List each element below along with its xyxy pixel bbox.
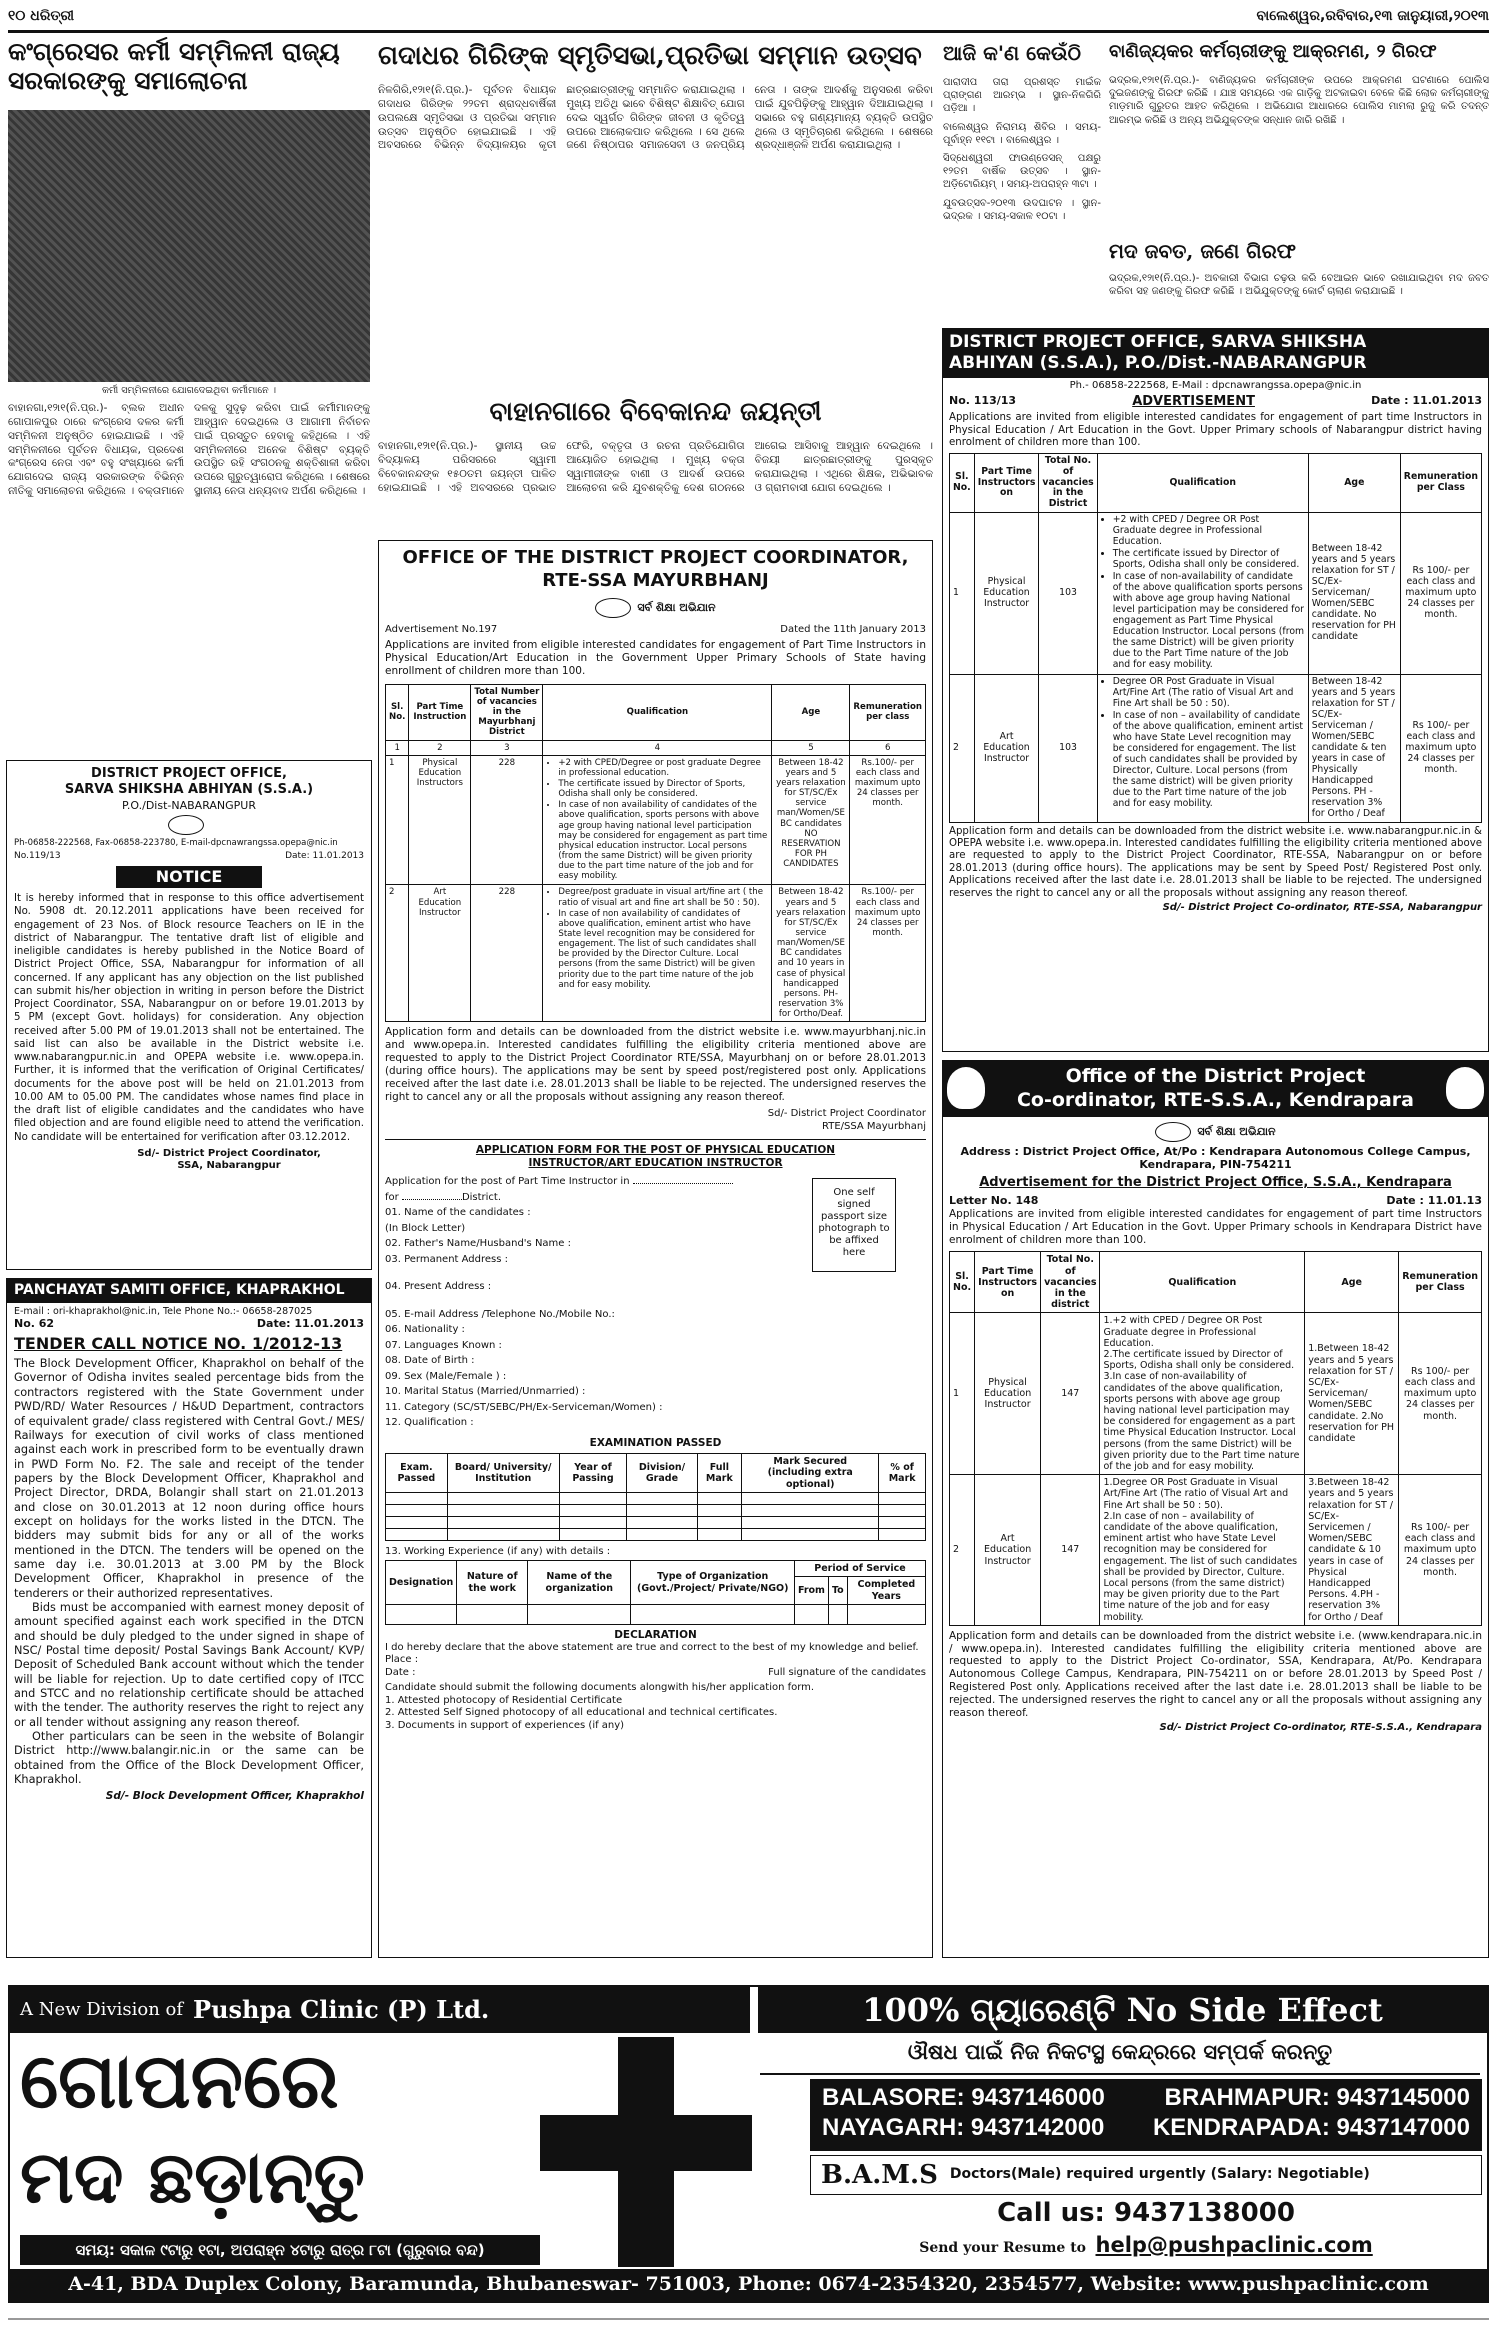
- work-th: To: [828, 1577, 847, 1604]
- form-field: [385, 1295, 926, 1307]
- cell-sl: 2: [950, 674, 975, 822]
- story1-caption: କର୍ମୀ ସମ୍ମିଳନୀରେ ଯୋଗଦେଇଥିବା କର୍ମୀମାନେ ।: [101, 385, 277, 396]
- cell-rem: Rs 100/- per each class and maximum upto 24 classes per month.: [1399, 1313, 1482, 1475]
- nab-adv-intro: Applications are invited from eligible interested candidates for engagement of part time Instructors in Physical Education / Art Education in the Govt. Upper Primary schools of Nabarangpur district having enrolment of children more than 100.: [949, 412, 1482, 449]
- form-field: 06. Nationality :: [385, 1324, 465, 1336]
- work-th: Completed Years: [847, 1577, 925, 1604]
- work-title: 13. Working Experience (if any) with details :: [385, 1545, 611, 1557]
- kend-adv-table: [949, 1251, 1482, 1626]
- kend-adv-address: Address : District Project Office, At/Po : Kendrapara Autonomous College Campus, Kendrapara, PIN-754211: [960, 1144, 1471, 1172]
- kend-adv-title2: Co-ordinator, RTE-S.S.A., Kendrapara: [1016, 1088, 1415, 1111]
- kend-adv-date: Date : 11.01.13: [1386, 1194, 1482, 1208]
- cell-vac: 103: [1039, 674, 1097, 822]
- story4-item: ଯୁବଉତ୍ସବ-୨୦୧୩ ଉଦଘାଟନ । ସ୍ଥାନ-ଭଦ୍ରକ । ସମୟ-ସକାଳ ୧୦ଟା ।: [943, 197, 1101, 222]
- resume-email[interactable]: help@pushpaclinic.com: [1095, 2233, 1373, 2257]
- decl-title: DECLARATION: [614, 1628, 697, 1641]
- exam-th: % of Mark: [879, 1454, 926, 1493]
- cell-post: Physical Education Instructors: [409, 755, 471, 885]
- table-row: [950, 1313, 1482, 1475]
- cell-vac: 147: [1041, 1313, 1100, 1475]
- form-line2-text: for: [385, 1191, 399, 1203]
- th-age: Age: [772, 684, 850, 740]
- notice-date: Date: 11.01.2013: [285, 850, 364, 861]
- th-sl: Sl. No.: [386, 684, 409, 740]
- qual-item: 2.In case of non – availability of candidate of the above qualification, eminent artist who have State Level recognition may be considered for engagement. The list of such candidates shall be provided by Director, Culture. Local persons (from the same district) may be given priority due to the Part time nature of the job and for easy mobility.: [1103, 1510, 1298, 1623]
- mayurbhanj-sign2: RTE/SSA Mayurbhanj: [822, 1120, 926, 1132]
- bams-label: B.A.M.S: [821, 2159, 938, 2190]
- mayurbhanj-adv-date: Dated the 11th January 2013: [780, 624, 926, 635]
- kend-adv-letter: Letter No. 148: [949, 1194, 1039, 1208]
- qual-item: • Degree OR Post Graduate in Visual Art/Fine Art (The ratio of Visual Art and Fine Art shall be 50 : 50).: [1113, 677, 1305, 710]
- qual-item: • The certificate issued by Director of Sports, Odisha shall only be considered.: [1113, 549, 1305, 571]
- cell-sl: 2: [386, 885, 409, 1022]
- story4-item: ପାରାଦୀପ ତାରା ପ୍ରଶସ୍ତ ମାଇଁକ ପ୍ରାଙ୍ଗଣ ଆରମ୍ଭ । ସ୍ଥାନ-ନିଳଗିରି ପଡ଼ିଆ ।: [943, 77, 1101, 115]
- clinic-division: A New Division of: [20, 1998, 184, 2020]
- dateline: ବାଲେଶ୍ୱର,ରବିବାର,୧୩ ଜାନୁୟାରୀ,୨୦୧୩: [1256, 8, 1489, 25]
- clinic-timing: ସମୟ: ସକାଳ ୯ଟାରୁ ୧ଟା, ଅପରାହ୍ନ ୪ଟାରୁ ରାତ୍ର ୮ଟା (ଗୁରୁବାର ବନ୍ଦ): [20, 2235, 540, 2265]
- page-bottom-rule: [8, 2318, 1489, 2320]
- mayurbhanj-intro: Applications are invited from eligible interested candidates for engagement of Part Time Instructors in Physical Education/Art Education in the Government Upper Primary Schools of State having enrollment of children more than 100.: [385, 638, 926, 677]
- story1-body: ବାହାନଗା,୧୨ା୧(ନି.ପ୍ର.)- ବ୍ଲକ ଅଧୀନ ଗୋପାଳପୁର ଠାରେ କଂଗ୍ରେସ ଦଳର କର୍ମୀ ସମ୍ମିଳନୀ ଅନୁଷ୍ଠିତ ହୋଇଯାଇଛି । ଏହି ସମ୍ମିଳନୀରେ ପୂର୍ବତନ ବିଧାୟକ, ପ୍ରଦେଶ କଂଗ୍ରେସ ନେତା ଏବଂ ବହୁ ସଂଖ୍ୟାରେ କର୍ମୀ ଯୋଗଦେଇ ରାଜ୍ୟ ସରକାରଙ୍କ ବିଭିନ୍ନ ନୀତିକୁ ସମାଲୋଚନା କରିଥିଲେ । ବକ୍ତାମାନେ ଦଳକୁ ସୁଦୃଢ଼ କରିବା ପାଇଁ କର୍ମୀମାନଙ୍କୁ ଆହ୍ୱାନ ଦେଇଥିଲେ ଓ ଆଗାମୀ ନିର୍ବାଚନ ପାଇଁ ପ୍ରସ୍ତୁତ ହେବାକୁ କହିଥିଲେ । ଏହି ସମ୍ମିଳନୀରେ ଅନେକ ବିଶିଷ୍ଟ ବ୍ୟକ୍ତି ଉପସ୍ଥିତ ରହି ସଂଗଠନକୁ ଶକ୍ତିଶାଳୀ କରିବା ଉପରେ ଗୁରୁତ୍ୱାରୋପ କରିଥିଲେ । ଶେଷରେ ସ୍ଥାନୀୟ ନେତା ଧନ୍ୟବାଦ ଅର୍ପଣ କରିଥିଲେ ।: [8, 402, 370, 498]
- form-field: 11. Category (SC/ST/SEBC/PH/Ex-Serviceman/Women) :: [385, 1401, 663, 1413]
- notice-office2: SARVA SHIKSHA ABHIYAN (S.S.A.): [64, 782, 314, 798]
- th-post: Part Time Instruction: [409, 684, 471, 740]
- phone-nayagarh: NAYAGARH: 9437142000: [822, 2114, 1105, 2141]
- form-field: 02. Father's Name/Husband's Name :: [385, 1238, 571, 1250]
- exam-th: Exam. Passed: [386, 1454, 448, 1493]
- qual-item: • In case of non availability of candidates of the above qualification, sports persons with above age group having national level participation may be considered for engagement as part time physical education instructor. Local persons (from the same District) will be given priority due to the part time nature of the job and for easy mobility.: [558, 800, 768, 881]
- exam-th: Board/ University/ Institution: [447, 1454, 559, 1493]
- nab-adv-no: No. 113/13: [949, 394, 1017, 407]
- notice-no: No.119/13: [14, 850, 61, 861]
- tender-p1: The Block Development Officer, Khaprakhol on behalf of the Governor of Odisha invites sealed percentage bids from the contractors registered with the State Government under PWD/RD/ Water Resources / H&UD Department, contractors of equivalent grade/ class registered with Central Govt./ MES/ Railways for execution of civil works of class mentioned against each work in prescribed form to be eventually drawn in PWD Form No. F2. The sale and receipt of the tender papers by the Block Development Officer, Khaprakhol and Project Director, DRDA, Bolangir shall start on 21.01.2013 and close on 30.01.2013 at 12 noon during office hours except on holidays for the works listed in the DTCN. The bidders may submit bids for any or all of the works mentioned in the DTCN. The tenders will be opened on the same day i.e. 30.01.2013 at 3.00 PM by the Block Development Officer, Khaprakhol in presence of the tenderers or their authorized representatives.: [14, 1357, 364, 1600]
- col-num: 4: [543, 740, 772, 755]
- cell-rem: Rs 100/- per each class and maximum upto 24 classes per month.: [1399, 1475, 1482, 1626]
- form-field: 05. E-mail Address /Telephone No./Mobile No.:: [385, 1308, 615, 1320]
- table-row: [950, 513, 1482, 675]
- table-row: [386, 885, 926, 1022]
- page-header: [8, 4, 1489, 30]
- qual-item: • Degree/post graduate in visual art/fine art ( the ratio of visual art and fine art shall be 50 : 50).: [558, 887, 768, 907]
- cell-qual: [543, 885, 772, 1022]
- notice-contact: Ph-06858-222568, Fax-06858-223780, E-mail-dpcnawrangssa.opepa@nic.in: [14, 838, 338, 849]
- cell-vac: 147: [1041, 1475, 1100, 1626]
- th-vac: Total Number of vacancies in the Mayurbhanj District: [471, 684, 543, 740]
- cell-post: Art Education Instructor: [409, 885, 471, 1022]
- exam-th: Year of Passing: [559, 1454, 627, 1493]
- clinic-company: Pushpa Clinic (P) Ltd.: [193, 1995, 490, 2024]
- form-title: APPLICATION FORM FOR THE POST OF PHYSICAL EDUCATION INSTRUCTOR/ART EDUCATION INSTRUCTOR: [475, 1144, 836, 1170]
- phone-balasore: BALASORE: 9437146000: [822, 2084, 1105, 2111]
- cross-icon-bar: [540, 2115, 752, 2171]
- th-sl: Sl. No.: [950, 1252, 975, 1313]
- th-post: Part Time Instructors on: [975, 1252, 1041, 1313]
- exam-th: Full Mark: [697, 1454, 742, 1493]
- table-row: [950, 674, 1482, 822]
- cell-vac: 103: [1039, 513, 1097, 675]
- header-rule: [8, 30, 1489, 33]
- ssa-logo-icon: [595, 598, 631, 618]
- cell-rem: Rs 100/- per each class and maximum upto 24 classes per month.: [1400, 513, 1481, 675]
- cell-age: Between 18-42 years and 5 years relaxation for ST / SC/Ex-Serviceman/ Women/SEBC candidate. No reservation for PH candidate: [1308, 513, 1400, 675]
- th-rem: Remuneration per Class: [1399, 1252, 1482, 1313]
- tender-p2: Bids must be accompanied with earnest money deposit of amount specified against each work specified in the DTCN and should be duly pledged to the under signed in shape of NSC/ Postal time deposit/ Postal Savings Bank Account/ KVP/ Deposit of Scheduled Bank account without which the tender will be liable for rejection. Up to date certified copy of ITCC and STCC and no relationship certificate should be attached with the tender. The authority reserves the right to reject any or all tender without assigning any reason thereof.: [14, 1600, 364, 1729]
- clinic-resume: [810, 2232, 1482, 2262]
- photo-box: One self signed passport size photograph to be affixed here: [812, 1178, 896, 1272]
- story1-photo: [8, 110, 370, 382]
- tender-sign: Sd/- Block Development Officer, Khaprakhol: [105, 1790, 364, 1803]
- form-field: 01. Name of the candidates :: [385, 1207, 531, 1219]
- clinic-big2: ମଦ ଛଡ଼ାନ୍ତୁ: [20, 2134, 365, 2219]
- form-field: 10. Marital Status (Married/Unmarried) :: [385, 1386, 586, 1398]
- story5-headline: ବାଣିଜ୍ୟକର କର୍ମଚାରୀଙ୍କୁ ଆକ୍ରମଣ, ୨ ଗିରଫ: [1109, 41, 1437, 62]
- notice-office: DISTRICT PROJECT OFFICE,: [91, 766, 287, 781]
- clinic-footer: A-41, BDA Duplex Colony, Baramunda, Bhubaneswar- 751003, Phone: 0674-2354320, 2354577, Website: www.pushpaclinic.com: [10, 2269, 1487, 2301]
- story5-body: ଭଦ୍ରକ,୧୨ା୧(ନି.ପ୍ର.)- ବାଣିଜ୍ୟକର କର୍ମଚାରୀଙ୍କ ଉପରେ ଆକ୍ରମଣ ଘଟଣାରେ ପୋଲିସ ଦୁଇଜଣଙ୍କୁ ଗିରଫ କରିଛି । ଯାଞ୍ଚ ସମୟରେ ଏକ ଗାଡ଼ିକୁ ଅଟକାଇବା ବେଳେ କିଛି ଲୋକ କର୍ମଚାରୀଙ୍କୁ ମାଡ଼ମାରି ଗୁରୁତର ଆହତ କରିଥିଲେ । ଅଭିଯୋଗ ଆଧାରରେ ପୋଲିସ ମାମଲା ରୁଜୁ କରି ତଦନ୍ତ ଆରମ୍ଭ କରିଛି ଓ ଅନ୍ୟ ଅଭିଯୁକ୍ତଙ୍କ ସନ୍ଧାନ ଜାରି ରଖିଛି ।: [1109, 75, 1489, 126]
- story4-item: ବାଲେଶ୍ୱର ନିରାମୟ ଶିବିର । ସମୟ-ପୂର୍ବାହ୍ନ ୧୧ଟା । ବାଲେଶ୍ୱର ।: [943, 121, 1101, 146]
- form-field: 07. Languages Known :: [385, 1339, 502, 1351]
- col-num: 2: [409, 740, 471, 755]
- cell-rem: Rs.100/- per each class and maximum upto 24 classes per month.: [850, 885, 926, 1022]
- story2-body: ନିଳଗିରି,୧୨ା୧(ନି.ପ୍ର.)- ପୂର୍ବତନ ବିଧାୟକ ଗଦାଧର ଗିରିଙ୍କ ୨୨ତମ ଶ୍ରାଦ୍ଧବାର୍ଷିକୀ ଉପଲକ୍ଷେ ସ୍ମୃତିସଭା ଓ ପ୍ରତିଭା ସମ୍ମାନ ଉତ୍ସବ ଅନୁଷ୍ଠିତ ହୋଇଯାଇଛି । ଏହି ଅବସରରେ ବିଭିନ୍ନ ବିଦ୍ୟାଳୟର କୃତୀ ଛାତ୍ରଛାତ୍ରୀଙ୍କୁ ସମ୍ମାନିତ କରାଯାଇଥିଲା । ମୁଖ୍ୟ ଅତିଥି ଭାବେ ବିଶିଷ୍ଟ ଶିକ୍ଷାବିତ୍ ଯୋଗ ଦେଇ ସ୍ୱର୍ଗତ ଗିରିଙ୍କ ଜୀବନୀ ଓ କୃତିତ୍ୱ ଉପରେ ଆଲୋକପାତ କରିଥିଲେ । ସେ ଥିଲେ ଜଣେ ନିଷ୍ଠାପର ସମାଜସେବୀ ଓ ଜନପ୍ରିୟ ନେତା । ତାଙ୍କ ଆଦର୍ଶକୁ ଅନୁସରଣ କରିବା ପାଇଁ ଯୁବପିଢ଼ିଙ୍କୁ ଆହ୍ୱାନ ଦିଆଯାଇଥିଲା । ସଭାରେ ବହୁ ଗଣ୍ୟମାନ୍ୟ ବ୍ୟକ୍ତି ଉପସ୍ଥିତ ଥିଲେ ଓ ସ୍ମୃତିଚାରଣ କରିଥିଲେ । ଶେଷରେ ଶ୍ରଦ୍ଧାଞ୍ଜଳି ଅର୍ପଣ କରାଯାଇଥିଲା ।: [378, 84, 933, 152]
- cell-post: Physical Education Instructor: [974, 513, 1039, 675]
- form-field: 03. Permanent Address :: [385, 1253, 509, 1265]
- form-field: 09. Sex (Male/Female ) :: [385, 1370, 507, 1382]
- clinic-phones: [810, 2079, 1482, 2151]
- th-sl: Sl. No.: [950, 453, 975, 513]
- cell-sl: 1: [386, 755, 409, 885]
- th-qual: Qualification: [1097, 453, 1308, 513]
- story2-headline: ଗଦାଧର ଗିରିଙ୍କ ସ୍ମୃତିସଭା,ପ୍ରତିଭା ସମ୍ମାନ ଉତ୍ସବ: [378, 41, 922, 71]
- notice-title: NOTICE: [116, 866, 263, 888]
- kend-adv-intro: Applications are invited from eligible interested candidates for engagement of part time Instructors in Physical Education / Art Education in the Govt. Upper Primary schools in Kendrapara District have enrolment of children more than 100.: [949, 1208, 1482, 1247]
- th-qual: Qualification: [1100, 1252, 1305, 1313]
- mayurbhanj-title1: OFFICE OF THE DISTRICT PROJECT COORDINATOR,: [402, 547, 909, 568]
- th-vac: Total No. of vacancies in the District: [1039, 453, 1097, 513]
- nab-adv-table: [949, 453, 1482, 823]
- ssa-logo-icon: [1155, 1122, 1191, 1142]
- kend-adv-closing: Application form and details can be downloaded from the district website i.e. (www.kendrapara.nic.in / www.opepa.in). Interested candidates fulfilling the eligibility criteria mentioned above are requested to apply to the District Project Co-ordinator, SSA, Kendrapara, At/Po. Kendrapara Autonomous College Campus, Kendrapara, PIN-754211 on or before 28.01.2013 by Speed Post / Registered Post only. Applications received after the last date i.e. 28.01.2013 shall be liable to be rejected. The undersigned reserves the right to cancel any or all the proposals without assigning any reason thereof.: [949, 1629, 1482, 1719]
- notice-body: It is hereby informed that in response to this office advertisement No. 5908 dt. 20.12.2011 applications have been received for engagement of 23 Nos. of Block resource Teachers on IE in the district of Nabarangpur. The tentative draft list of eligible and ineligible candidates is hereby published in the Notice Board of District Project Office, SSA, Nabarangpur for information of all concerned. If any applicant has any objection on the list published can submit his/her objection in writing in person before the District Project Coordinator, SSA, Nabarangpur on or before 19.01.2013 by 5 PM (except Govt. holidays) for consideration. Any objection received after 5.00 PM of 19.01.2013 shall not be entertained. The said list can also be available in the District website i.e. www.nabarangpur.nic.in and OPEPA website i.e. www.opepa.in. Further, it is informed that the verification of Original Certificates/ documents for the above post will be held on 21.01.2013 from 10.00 AM to 05.00 PM. The candidates whose names find place in the draft list of eligible candidates and the candidates who have filed objection and are found eligible need to attend the verification. No candidate will be entertained for verification after 03.12.2012.: [14, 893, 364, 1143]
- exam-row: [386, 1492, 926, 1504]
- work-th: Name of the organization: [528, 1561, 631, 1605]
- story3-headline: ବାହାନଗାରେ ବିବେକାନନ୍ଦ ଜୟନ୍ତୀ: [489, 397, 822, 427]
- exam-table: [385, 1453, 926, 1541]
- exam-row: [386, 1504, 926, 1516]
- docs-item: 2. Attested Self Signed photocopy of all educational and technical certificates.: [385, 1707, 778, 1719]
- kendrapara-advertisement: [942, 1060, 1489, 1958]
- th-rem: Remuneration per Class: [1400, 453, 1481, 513]
- mayurbhanj-closing: Application form and details can be downloaded from the district website i.e. www.mayurbhanj.nic.in and www.opepa.in. Interested candidates fulfilling the eligibility criteria mentioned above are requested to apply to the District Project Coordinator RTE/SSA, Mayurbhanj on or before 28.01.2013 (during office hours). The applications may be sent by speed post/registered post only. Applications received after the last date i.e. 28.01.2013 shall be liable to be rejected. The undersigned reserves the right to cancel any or all the proposals without assigning any reason thereof.: [385, 1026, 926, 1104]
- cell-vac: 228: [471, 885, 543, 1022]
- mayurbhanj-sign1: Sd/- District Project Coordinator: [767, 1108, 926, 1120]
- th-age: Age: [1308, 453, 1400, 513]
- qual-item: 3.In case of non-availability of candidates of the above qualification, sports persons with above age group having national level participation may be considered for engagement as a part time Physical Education Instructor. Local persons (from the same District) will be given priority due to the Part time nature of the job and for easy mobility.: [1103, 1371, 1300, 1473]
- clinic-big1: ଗୋପନରେ: [20, 2036, 339, 2125]
- th-rem: Remuneration per class: [850, 684, 926, 740]
- nab-adv-closing: Application form and details can be downloaded from the district website i.e. www.nabarangpur.nic.in & OPEPA website i.e. www.opepa.in. Interested candidates fulfilling the eligibility criteria mentioned above are requested to apply to the District Project Coordinator, RTE-SSA, Nabarangpur on or before 28.01.2013 (during office hours). The applications may be sent by Speed Post/ Registered Post only. Applications received after the last date i.e. 28.01.2013 shall be liable to be rejected. The undersigned reserves the right to cancel any or all the proposals without assigning any reason thereof.: [949, 825, 1482, 899]
- story3-body: ବାହାନଗା,୧୨ା୧(ନି.ପ୍ର.)- ସ୍ଥାନୀୟ ଉଚ୍ଚ ବିଦ୍ୟାଳୟ ପରିସରରେ ସ୍ୱାମୀ ବିବେକାନନ୍ଦଙ୍କ ୧୫୦ତମ ଜୟନ୍ତୀ ପାଳିତ ହୋଇଯାଇଛି । ଏହି ଅବସରରେ ପ୍ରଭାତ ଫେରି, ବକ୍ତୃତା ଓ ରଚନା ପ୍ରତିଯୋଗିତା ଆୟୋଜିତ ହୋଇଥିଲା । ମୁଖ୍ୟ ବକ୍ତା ସ୍ୱାମୀଜୀଙ୍କ ବାଣୀ ଓ ଆଦର୍ଶ ଉପରେ ଆଲୋଚନା କରି ଯୁବଶକ୍ତିକୁ ଦେଶ ଗଠନରେ ଆଗେଇ ଆସିବାକୁ ଆହ୍ୱାନ ଦେଇଥିଲେ । ବିଜୟୀ ଛାତ୍ରଛାତ୍ରୀଙ୍କୁ ପୁରସ୍କୃତ କରାଯାଇଥିଲା । ଏଥିରେ ଶିକ୍ଷକ, ଅଭିଭାବକ ଓ ଗ୍ରାମବାସୀ ଯୋଗ ଦେଇଥିଲେ ।: [378, 440, 933, 494]
- page-number-label: ୧୦ ଧରିତ୍ରୀ: [8, 8, 75, 25]
- col-num: 5: [772, 740, 850, 755]
- form-field: 12. Qualification :: [385, 1417, 474, 1429]
- clinic-advertisement: [8, 1985, 1489, 2303]
- nabarangpur-advertisement: [942, 328, 1489, 1052]
- clinic-header: [10, 1987, 750, 2033]
- work-th: Nature of the work: [457, 1561, 528, 1605]
- qual-item: • In case of non-availability of candidate of the above qualification sports persons with above age group having National level participation may be considered for engagement as Part Time Physical Education Instructor. Local persons (from the same District) will be given priority due to the Part Time nature of the Job and for easy mobility.: [1113, 572, 1305, 671]
- kend-adv-title: Advertisement for the District Project Office, S.S.A., Kendrapara: [979, 1175, 1452, 1190]
- th-post: Part Time Instructors on: [974, 453, 1039, 513]
- work-th: Designation: [386, 1561, 457, 1605]
- exam-th: Division/ Grade: [627, 1454, 697, 1493]
- qual-item: 1.+2 with CPED / Degree OR Post Graduate degree in Professional Education.: [1103, 1315, 1263, 1349]
- qual-item: 2.The certificate issued by Director of Sports, Odisha shall only be considered.: [1103, 1349, 1295, 1372]
- notice-sign2: SSA, Nabarangpur: [177, 1160, 281, 1172]
- mayurbhanj-table: [385, 684, 926, 1022]
- table-row: [386, 755, 926, 885]
- clinic-guarantee: 100% ଗ୍ୟାରେଣ୍ଟି No Side Effect: [758, 1987, 1487, 2033]
- cell-rem: Rs 100/- per each class and maximum upto 24 classes per month.: [1400, 674, 1481, 822]
- mayurbhanj-adv-no: Advertisement No.197: [385, 624, 498, 635]
- story4-headline: ଆଜି କ'ଣ କେଉଁଠି: [943, 41, 1081, 65]
- form-field: 08. Date of Birth :: [385, 1355, 475, 1367]
- exam-row: [386, 1528, 926, 1540]
- kend-adv-title1: Office of the District Project: [1065, 1065, 1366, 1087]
- tender-no: No. 62: [14, 1317, 55, 1331]
- mayurbhanj-advertisement: [378, 540, 933, 1958]
- kend-adv-header: [943, 1061, 1488, 1117]
- cell-qual: [543, 755, 772, 885]
- nab-adv-date: Date : 11.01.2013: [1371, 394, 1482, 407]
- decl-date: Date :: [385, 1666, 416, 1678]
- clinic-medicine: ଔଷଧ ପାଇଁ ନିଜ ନିକଟସ୍ଥ କେନ୍ଦ୍ରରେ ସମ୍ପର୍କ କରନ୍ତୁ: [760, 2039, 1480, 2075]
- exam-th: Mark Secured (including extra optional): [742, 1454, 879, 1493]
- table-row: [950, 1475, 1482, 1626]
- qual-item: • In case of non availability of candidates of above qualification, eminent artist who have State level recognition may be considered for engagement. The list of such candidates shall be provided by the Director Culture. Local persons (from the same District) will be given priority due to the part time nature of the job and for easy mobility.: [558, 909, 768, 990]
- mayurbhanj-title2: RTE-SSA MAYURBHANJ: [542, 569, 769, 591]
- cell-post: Physical Education Instructor: [975, 1313, 1041, 1475]
- work-table: [385, 1560, 926, 1625]
- th-age: Age: [1305, 1252, 1399, 1313]
- docs-item: 1. Attested photocopy of Residential Certificate: [385, 1694, 623, 1706]
- emblem-icon: [947, 1067, 985, 1109]
- tender-email: E-mail : ori-khaprakhol@nic.in, Tele Phone No.:- 06658-287025: [14, 1305, 313, 1317]
- nab-adv-header: [943, 329, 1488, 378]
- cell-sl: 2: [950, 1475, 975, 1626]
- nab-adv-title2: ABHIYAN (S.S.A.), P.O./Dist.-NABARANGPUR: [949, 353, 1367, 374]
- kend-adv-sign: Sd/- District Project Co-ordinator, RTE-S.S.A., Kendrapara: [1159, 1722, 1482, 1734]
- col-num: 3: [471, 740, 543, 755]
- form-line2b-text: District.: [461, 1191, 502, 1203]
- form-blank[interactable]: [402, 1190, 462, 1200]
- notice-sign1: Sd/- District Project Coordinator,: [137, 1147, 321, 1159]
- qual-item: • +2 with CPED / Degree OR Post Graduate degree in Professional Education.: [1113, 515, 1305, 548]
- exam-title: EXAMINATION PASSED: [589, 1436, 722, 1449]
- nab-adv-contact: Ph.- 06858-222568, E-Mail : dpcnawrangssa.opepa@nic.in: [1069, 379, 1362, 391]
- nab-adv-title1: DISTRICT PROJECT OFFICE, SARVA SHIKSHA: [949, 332, 1367, 352]
- work-th: From: [794, 1577, 828, 1604]
- decl-signature: Full signature of the candidates: [768, 1666, 926, 1678]
- cell-qual: [1097, 674, 1308, 822]
- qual-item: • In case of non – availability of candidate of the above qualification, eminent artist who have State Level recognition may be considered for engagement. The list of such candidates shall be provided by Director, Culture. Local persons (from the same district) will be given priority due to the Part time nature of the job and for easy mobility.: [1113, 711, 1305, 810]
- story1-headline: କଂଗ୍ରେସର କର୍ମୀ ସମ୍ମିଳନୀ ରାଜ୍ୟ ସରକାରଙ୍କୁ ସମାଲୋଚନା: [8, 37, 340, 95]
- form-line1-text: Application for the post of Part Time Instructor in: [385, 1176, 630, 1188]
- qual-item: • The certificate issued by Director of Sports, Odisha shall only be considered.: [558, 779, 768, 799]
- qual-item: • +2 with CPED/Degree or post graduate Degree in professional education.: [558, 758, 768, 778]
- nab-adv-title: ADVERTISEMENT: [1132, 394, 1255, 409]
- emblem-icon: [1446, 1067, 1484, 1109]
- col-num: 6: [850, 740, 926, 755]
- tender-office: PANCHAYAT SAMITI OFFICE, KHAPRAKHOL: [7, 1279, 371, 1303]
- work-th: Period of Service: [794, 1561, 925, 1577]
- tender-title: TENDER CALL NOTICE NO. 1/2012-13: [14, 1334, 343, 1354]
- form-blank[interactable]: [633, 1174, 733, 1184]
- th-qual: Qualification: [543, 684, 772, 740]
- ssa-logo-text: ସର୍ବ ଶିକ୍ଷା ଅଭିଯାନ: [1197, 1124, 1276, 1138]
- cell-sl: 1: [950, 1313, 975, 1475]
- cell-vac: 228: [471, 755, 543, 885]
- cell-qual: [1097, 513, 1308, 675]
- cell-post: Art Education Instructor: [975, 1475, 1041, 1626]
- decl-text: I do hereby declare that the above statement are true and correct to the best of my knowledge and belief.: [385, 1641, 919, 1653]
- docs-item: 3. Documents in support of experiences (if any): [385, 1719, 625, 1731]
- story4-item: ସିଦ୍ଧେଶ୍ୱରୀ ଫାଉଣ୍ଡେସନ୍ ପକ୍ଷରୁ ୧୨ତମ ବାର୍ଷିକ ଉତ୍ସବ । ସ୍ଥାନ-ଅଡ଼ିଟୋରିୟମ୍ । ସମୟ-ଅପରାହ୍ନ ୩ଟା ।: [943, 152, 1101, 191]
- form-field: 04. Present Address :: [385, 1281, 492, 1293]
- ssa-logo: [949, 1122, 1482, 1142]
- cell-age: Between 18-42 years and 5 years relaxation for ST/SC/Ex service man/Women/SE BC candidates NO RESERVATION FOR PH CANDIDATES: [772, 755, 850, 885]
- docs-title: Candidate should submit the following documents alongwith his/her application form.: [385, 1682, 815, 1694]
- th-vac: Total No. of vacancies in the district: [1041, 1252, 1100, 1313]
- cell-rem: Rs.100/- per each class and maximum upto 24 classes per month.: [850, 755, 926, 885]
- ssa-logo-text: ସର୍ବ ଶିକ୍ଷା ଅଭିଯାନ: [637, 601, 716, 614]
- work-row: [386, 1604, 926, 1624]
- decl-place: Place :: [385, 1654, 419, 1666]
- qual-item: 1.Degree OR Post Graduate in Visual Art/Fine Art (The ratio of Visual Art and Fine Art shall be 50 : 50).: [1103, 1477, 1289, 1511]
- form-field: (In Block Letter): [385, 1222, 466, 1234]
- bams-box: [810, 2155, 1482, 2195]
- cell-age: Between 18-42 years and 5 years relaxation for ST / SC/Ex-Serviceman / Women/SEBC candidate & ten years in case of Physically Handicapped Persons. PH - reservation 3% for Ortho / Deaf: [1308, 674, 1400, 822]
- cell-age: 1.Between 18-42 years and 5 years relaxation for ST / SC/Ex-Serviceman/ Women/SEBC candidate. 2.No reservation for PH candidate: [1305, 1313, 1399, 1475]
- tender-p3: Other particulars can be seen in the website of Bolangir District http://www.balangir.nic.in or the same can be obtained from the Office of the Block Development Officer, Khaprakhol.: [14, 1730, 364, 1787]
- story6-body: ଭଦ୍ରକ,୧୨ା୧(ନି.ପ୍ର.)- ଅବକାରୀ ବିଭାଗ ଚଢ଼ଉ କରି ବେଆଇନ ଭାବେ ରଖାଯାଇଥିବା ମଦ ଜବତ କରିବା ସହ ଜଣଙ୍କୁ ଗିରଫ କରିଛି । ଅଭିଯୁକ୍ତଙ୍କୁ କୋର୍ଟ ଚାଲାଣ କରାଯାଇଛି ।: [1109, 273, 1489, 298]
- cell-qual: [1100, 1313, 1305, 1475]
- ssa-logo: [385, 598, 926, 618]
- cell-qual: [1100, 1475, 1305, 1626]
- cell-age: 3.Between 18-42 years and 5 years relaxation for ST / SC/Ex-Servicemen / Women/SEBC candidate & 10 years in case of Physical Handicapped Persons. 4.PH - reservation 3% for Ortho / Deaf: [1305, 1475, 1399, 1626]
- tender-date: Date: 11.01.2013: [256, 1317, 364, 1331]
- phone-brahmapur: BRAHMAPUR: 9437145000: [1164, 2084, 1470, 2111]
- work-th: Type of Organization (Govt./Project/ Private/NGO): [631, 1561, 795, 1605]
- notice-address: P.O./Dist-NABARANGPUR: [122, 798, 256, 812]
- bams-text: Doctors(Male) required urgently (Salary: Negotiable): [949, 2166, 1370, 2183]
- cell-post: Art Education Instructor: [974, 674, 1039, 822]
- cell-age: Between 18-42 years and 5 years relaxation for ST/SC/Ex service man/Women/SE BC candidates and 10 years in case of physical handicapped persons. PH-reservation 3% for Ortho/Deaf.: [772, 885, 850, 1022]
- nabarangpur-notice: [6, 760, 372, 1270]
- story4-list: [943, 76, 1101, 336]
- resume-label: Send your Resume to: [919, 2240, 1086, 2256]
- phone-kendrapada: KENDRAPADA: 9437147000: [1152, 2114, 1470, 2141]
- nab-adv-sign: Sd/- District Project Co-ordinator, RTE-SSA, Nabarangpur: [1162, 902, 1482, 914]
- exam-row: [386, 1516, 926, 1528]
- col-num: 1: [386, 740, 409, 755]
- tender-notice: [6, 1278, 372, 1958]
- cell-sl: 1: [950, 513, 975, 675]
- clinic-call: Call us: 9437138000: [997, 2198, 1295, 2228]
- ssa-logo-icon: [168, 815, 204, 835]
- ssa-logo: [14, 815, 364, 835]
- story6-headline: ମଦ ଜବତ, ଜଣେ ଗିରଫ: [1109, 239, 1296, 263]
